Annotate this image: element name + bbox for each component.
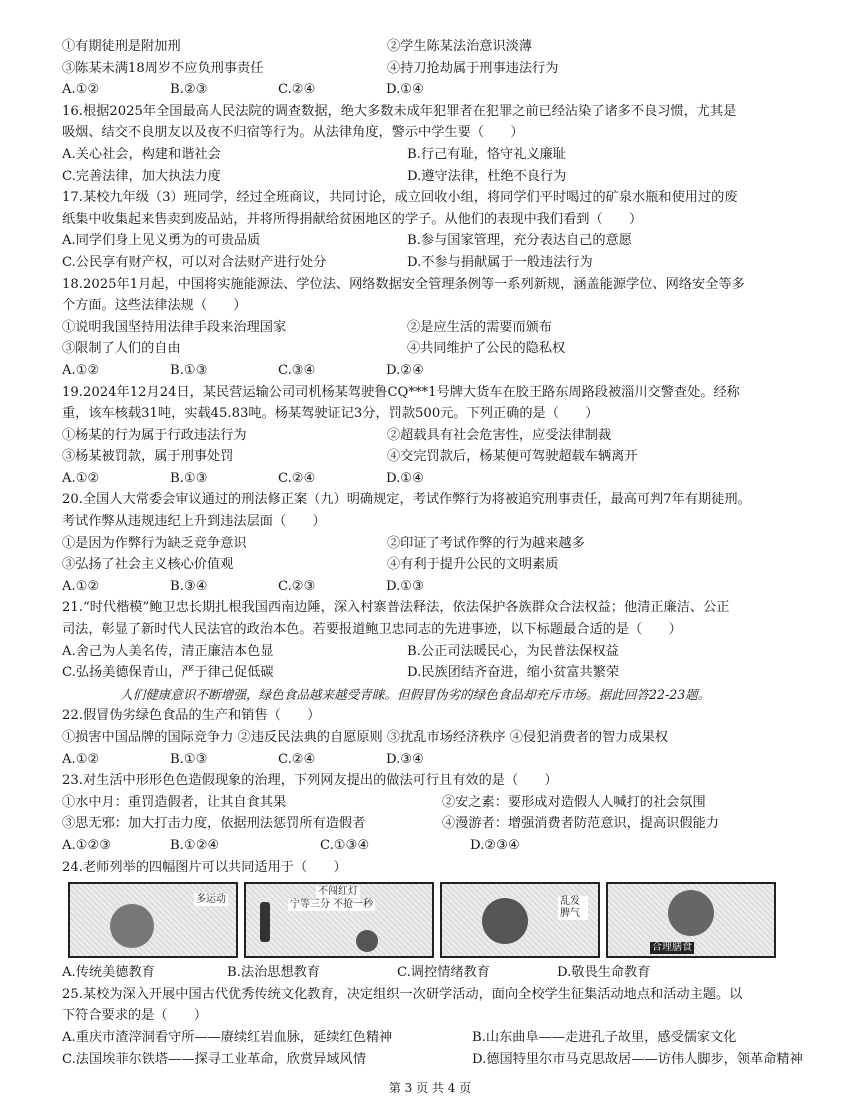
q17-stem-2: 纸集中收集起来售卖到废品站，并将所得捐献给贫困地区的学子。从他们的表现中我们看到（ ） <box>62 211 643 227</box>
q16-choice-c[interactable]: C.完善法律，加大执法力度 <box>62 168 221 184</box>
q17-choice-a[interactable]: A.同学们身上见义勇为的可贵品质 <box>62 233 261 249</box>
q19-choice-b[interactable]: B.①③ <box>170 470 208 486</box>
q15-choice-a[interactable]: A.①② <box>62 82 100 98</box>
q25-choice-c[interactable]: C.法国埃菲尔铁塔——探寻工业革命，欣赏异域风情 <box>62 1051 366 1067</box>
q20-choice-b[interactable]: B.③④ <box>170 578 208 594</box>
q19-option-3: ③杨某被罚款，属于刑事处罚 <box>62 449 234 465</box>
girl-eating-icon <box>668 890 714 936</box>
q24-stem: 24.老师列举的四幅图片可以共同适用于（ ） <box>62 859 347 875</box>
angry-face-icon <box>482 898 528 944</box>
q19-options-row-1 <box>62 425 808 447</box>
q15-choices <box>62 79 808 101</box>
q23-option-1: ①水中月：重罚造假者，让其自食其果 <box>62 794 287 810</box>
q21-stem-1: 21.“时代楷模”鲍卫忠长期扎根我国西南边陲，深入村寨普法释法，依法保护各族群众合法权益；他清正廉洁、公正 <box>62 600 730 616</box>
q24-choices <box>62 962 808 984</box>
q23-choice-a[interactable]: A.①②③ <box>62 837 112 853</box>
q23-options-row-2 <box>62 813 808 835</box>
q15-choice-d[interactable]: D.①④ <box>386 82 424 98</box>
q16-choices-ab <box>62 144 808 166</box>
q23-stem: 23.对生活中形形色色造假现象的治理，下列网友提出的做法可行且有效的是（ ） <box>62 773 558 789</box>
q25-choice-b[interactable]: B.山东曲阜——走进孔子故里，感受儒家文化 <box>472 1029 737 1045</box>
q20-choice-d[interactable]: D.①③ <box>386 578 424 594</box>
q20-option-2: ②印证了考试作弊的行为越来越多 <box>387 535 585 551</box>
q23-options-row-1 <box>62 792 808 814</box>
q16-choice-b[interactable]: B.行己有耻，恪守礼义廉耻 <box>407 146 566 162</box>
q18-choices <box>62 360 808 382</box>
picture-diet <box>606 882 776 958</box>
q17-choices-ab <box>62 230 808 252</box>
q22-choice-d[interactable]: D.③④ <box>386 751 424 767</box>
picture-temper <box>440 882 600 958</box>
q19-choice-d[interactable]: D.①④ <box>386 470 424 486</box>
q22-choices <box>62 749 808 771</box>
q20-option-3: ③弘扬了社会主义核心价值观 <box>62 557 234 573</box>
q21-choices-ab <box>62 641 808 663</box>
q24-choice-a[interactable]: A.传统美德教育 <box>62 965 155 981</box>
q19-option-1: ①杨某的行为属于行政违法行为 <box>62 427 247 443</box>
q25-choice-a[interactable]: A.重庆市渣滓洞看守所——赓续红岩血脉，延续红色精神 <box>62 1029 393 1045</box>
child-figure-icon <box>110 904 154 948</box>
page-footer: 第 3 页 共 4 页 <box>388 1081 472 1095</box>
q23-choice-c[interactable]: C.①③④ <box>320 837 370 853</box>
q15-choice-c[interactable]: C.②④ <box>278 82 316 98</box>
q18-stem-2: 个方面。这些法律法规（ ） <box>62 298 247 314</box>
picture-traffic <box>244 882 434 958</box>
q22-23-intro: 人们健康意识不断增强，绿色食品越来越受青睐。但假冒伪劣的绿色食品却充斥市场。据此回答22-23题。 <box>120 686 711 702</box>
q15-options-row-2 <box>62 58 808 80</box>
q25-choice-d[interactable]: D.德国特里尔市马克思故居——访伟人脚步，领革命精神 <box>472 1051 803 1067</box>
q19-choice-c[interactable]: C.②④ <box>278 470 316 486</box>
q17-choice-d[interactable]: D.不参与捐献属于一般违法行为 <box>407 254 593 270</box>
q15-option-2: ②学生陈某法治意识淡薄 <box>387 39 533 54</box>
q20-option-4: ④有利于提升公民的文明素质 <box>387 557 559 573</box>
q22-stem: 22.假冒伪劣绿色食品的生产和销售（ ） <box>62 708 321 724</box>
q24-pictures <box>68 882 808 958</box>
q16-choice-a[interactable]: A.关心社会，构建和谐社会 <box>62 146 221 162</box>
q22-choice-c[interactable]: C.②④ <box>278 751 316 767</box>
q25-choices-ab <box>62 1027 808 1049</box>
q20-options-row-2 <box>62 554 808 576</box>
q19-choices <box>62 468 808 490</box>
q18-option-3: ③限制了人们的自由 <box>62 341 181 357</box>
q22-options: ①损害中国品牌的国际竞争力 ②违反民法典的自愿原则 ③扰乱市场经济秩序 ④侵犯消费者的智力成果权 <box>62 730 669 745</box>
q19-stem-2: 重，该车核载31吨，实载45.83吨。杨某驾驶证记3分，罚款500元。下列正确的是（ ） <box>62 406 599 422</box>
q20-choice-c[interactable]: C.②③ <box>278 578 316 594</box>
q24-choice-b[interactable]: B.法治思想教育 <box>227 965 321 981</box>
q23-option-4: ④漫游者：增强消费者防范意识，提高识假能力 <box>442 816 719 832</box>
q23-choice-d[interactable]: D.②③④ <box>470 837 520 853</box>
q23-choices <box>62 835 808 857</box>
q21-choice-d[interactable]: D.民族团结齐奋进，缩小贫富共繁荣 <box>407 665 620 681</box>
q18-stem-1: 18.2025年1月起，中国将实施能源法、学位法、网络数据安全管理条例等一系列新规，涵盖能源学位、网络安全等多 <box>62 276 745 292</box>
q15-option-3: ③陈某未满18周岁不应负刑事责任 <box>62 60 264 76</box>
q25-choices-cd <box>62 1049 808 1071</box>
q22-choice-a[interactable]: A.①② <box>62 751 100 767</box>
q22-choice-b[interactable]: B.①③ <box>170 751 208 767</box>
q16-choice-d[interactable]: D.遵守法律，杜绝不良行为 <box>407 168 567 184</box>
q20-choice-a[interactable]: A.①② <box>62 578 100 594</box>
q23-option-2: ②安之素：要形成对造假人人喊打的社会氛围 <box>442 794 706 810</box>
q21-choice-b[interactable]: B.公正司法暖民心，为民普法保权益 <box>407 643 619 659</box>
q21-choice-c[interactable]: C.弘扬美德保青山，严于律己促低碳 <box>62 665 274 681</box>
q18-options-row-1 <box>62 317 808 339</box>
bicycle-icon <box>356 930 378 952</box>
picture-exercise-caption: 多运动 <box>196 894 226 906</box>
q15-options-row-1 <box>62 36 808 58</box>
q18-choice-d[interactable]: D.②④ <box>386 362 424 378</box>
q15-option-4: ④持刀抢劫属于刑事违法行为 <box>387 60 559 76</box>
q19-option-2: ②超载具有社会危害性，应受法律制裁 <box>387 427 612 443</box>
q16-choices-cd <box>62 166 808 188</box>
q24-choice-d[interactable]: D.敬畏生命教育 <box>557 965 651 981</box>
picture-diet-caption: 合理膳食 <box>652 942 692 954</box>
traffic-light-icon <box>260 902 270 942</box>
q19-choice-a[interactable]: A.①② <box>62 470 100 486</box>
picture-exercise <box>68 882 238 958</box>
q18-choice-c[interactable]: C.③④ <box>278 362 316 378</box>
q18-options-row-2 <box>62 338 808 360</box>
picture-temper-caption: 乱发脾气 <box>558 896 588 920</box>
q19-options-row-2 <box>62 446 808 468</box>
q19-stem-1: 19.2024年12月24日，某民营运输公司司机杨某驾驶鲁CQ***1号牌大货车在胶王路东周路段被淄川交警查处。经称 <box>62 384 740 400</box>
q24-choice-c[interactable]: C.调控情绪教育 <box>397 965 490 981</box>
q20-choices <box>62 576 808 598</box>
q20-stem-1: 20.全国人大常委会审议通过的刑法修正案（九）明确规定，考试作弊行为将被追究刑事责任，最高可判7年有期徒刑。 <box>62 492 751 508</box>
q17-choices-cd <box>62 252 808 274</box>
q17-choice-c[interactable]: C.公民享有财产权，可以对合法财产进行处分 <box>62 254 327 270</box>
q23-option-3: ③思无邪：加大打击力度，依据刑法惩罚所有造假者 <box>62 816 366 832</box>
q18-option-4: ④共同维护了公民的隐私权 <box>407 341 566 357</box>
q18-option-1: ①说明我国坚持用法律手段来治理国家 <box>62 319 287 335</box>
q17-stem-1: 17.某校九年级（3）班同学，经过全班商议，共同讨论，成立回收小组，将同学们平时喝过的矿泉水瓶和使用过的废 <box>62 190 738 206</box>
q21-choices-cd <box>62 662 808 684</box>
q23-choice-b[interactable]: B.①②④ <box>170 837 220 853</box>
q20-option-1: ①是因为作弊行为缺乏竞争意识 <box>62 535 247 551</box>
q25-stem-1: 25.某校为深入开展中国古代优秀传统文化教育，决定组织一次研学活动，面向全校学生征集活动地点和活动主题。以 <box>62 986 743 1002</box>
q21-choice-a[interactable]: A.舍己为人美名传，清正廉洁本色显 <box>62 643 274 659</box>
q20-options-row-1 <box>62 533 808 555</box>
q25-stem-2: 下符合要求的是（ ） <box>62 1008 208 1024</box>
q20-stem-2: 考试作弊从违规违纪上升到违法层面（ ） <box>62 514 326 530</box>
picture-traffic-caption-2: 宁等三分 不抢一秒 <box>290 899 374 911</box>
q19-option-4: ④交完罚款后，杨某便可驾驶超载车辆离开 <box>387 449 638 465</box>
q18-option-2: ②是应生活的需要而颁布 <box>407 319 553 335</box>
q15-choice-b[interactable]: B.②③ <box>170 82 208 98</box>
q16-stem-1: 16.根据2025年全国最高人民法院的调查数据，绝大多数未成年犯罪者在犯罪之前已经沾染了诸多不良习惯，尤其是 <box>62 103 737 119</box>
q18-choice-a[interactable]: A.①② <box>62 362 100 378</box>
q16-stem-2: 吸烟、结交不良朋友以及夜不归宿等行为。从法律角度，警示中学生要（ ） <box>62 125 524 141</box>
q15-option-1: ①有期徒刑是附加刑 <box>62 39 181 54</box>
q17-choice-b[interactable]: B.参与国家管理，充分表达自己的意愿 <box>407 233 632 249</box>
q18-choice-b[interactable]: B.①③ <box>170 362 208 378</box>
picture-traffic-caption-1: 不闯红灯 <box>318 886 358 898</box>
q21-stem-2: 司法，彰显了新时代人民法官的政治本色。若要报道鲍卫忠同志的先进事迹，以下标题最合适的是（ ） <box>62 622 682 638</box>
